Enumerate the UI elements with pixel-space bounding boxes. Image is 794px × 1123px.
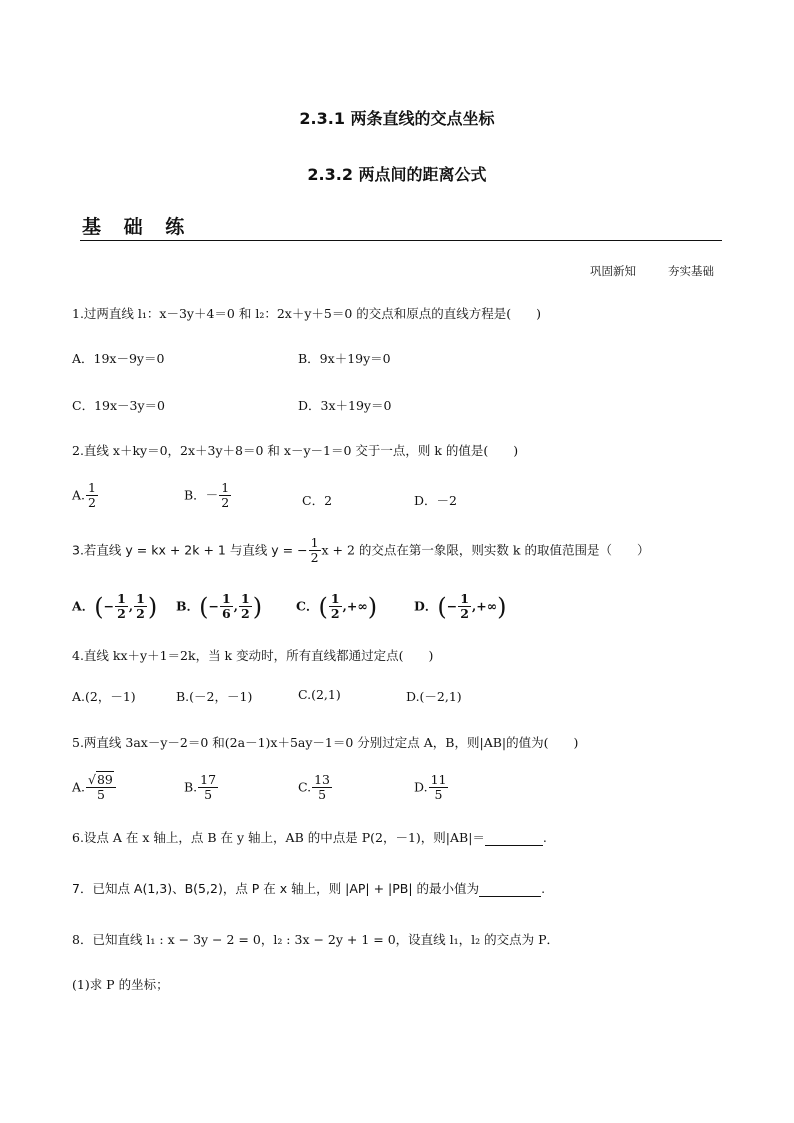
- question-3-option-b-label: B．: [176, 598, 200, 614]
- question-2-option-b: [184, 481, 232, 511]
- question-3-stem-a: 3.若直线 y = kx + 2k + 1 与直线 y = −: [72, 542, 308, 558]
- question-2-option-a: [72, 481, 99, 511]
- question-2-option-d: D．－2: [414, 493, 457, 508]
- question-1-option-b: B．9x＋19y＝0: [298, 351, 391, 366]
- question-3-stem-b: x + 2 的交点在第一象限，则实数 k 的取值范围是（ ）: [321, 542, 650, 558]
- question-5-option-a-label: A.: [72, 779, 86, 795]
- question-4-option-c: C.(2,1): [298, 687, 341, 702]
- question-5-stem: 5.两直线 3ax－y－2＝0 和(2a－1)x＋5ay－1＝0 分别过定点 A，B，则|AB|的值为( ): [72, 735, 579, 750]
- lesson-title-2: 2.3.2 两点间的距离公式: [307, 165, 487, 184]
- question-5-option-b-label: B.: [184, 779, 198, 795]
- question-3-option-d: D．(− $\frac{1}{2}$ ,+∞): [414, 591, 507, 622]
- question-6-text: 6.设点 A 在 x 轴上，点 B 在 y 轴上，AB 的中点是 P(2，－1)，则|AB|＝: [72, 830, 485, 845]
- question-8-part-1: (1)求 P 的坐标；: [72, 977, 169, 992]
- question-5-option-a: A. $\frac{√89}{5}$: [72, 773, 117, 803]
- question-4-option-d: D.(－2,1): [406, 689, 462, 704]
- question-5-option-d-label: D.: [414, 779, 428, 795]
- subtitle-consolidate: 巩固新知: [590, 264, 636, 278]
- question-5-option-b: B. $\frac{17}{5}$: [184, 772, 217, 803]
- question-3-option-b: B．(− $\frac{1}{6}$ , $\frac{1}{2}$ ): [176, 591, 263, 622]
- question-8-stem: 8．已知直线 l₁ : x − 3y − 2 = 0，l₂ : 3x − 2y + 1 = 0，设直线 l₁，l₂ 的交点为 P．: [72, 932, 560, 947]
- subtitle-foundation: 夯实基础: [668, 264, 714, 278]
- question-5-option-c: C. $\frac{13}{5}$: [298, 772, 330, 803]
- question-2-option-a-fraction: $\frac{1}{2}$: [88, 480, 96, 511]
- question-2-option-b-fraction: $\frac{1}{2}$: [221, 480, 230, 511]
- question-7-text: 7．已知点 A(1,3)、B(5,2)，点 P 在 x 轴上，则 |AP| + |PB| 的最小值为: [72, 881, 480, 896]
- question-4-option-a: A.(2，－1): [72, 689, 136, 704]
- question-1-option-a: A．19x－9y＝0: [72, 351, 165, 366]
- question-1-stem: 1.过两直线 l₁：x－3y＋4＝0 和 l₂：2x＋y＋5＝0 的交点和原点的直线方程是( ): [72, 306, 542, 321]
- question-3-option-a: A．(− $\frac{1}{2}$ , $\frac{1}{2}$ ): [72, 591, 158, 622]
- question-7-stem: 7．已知点 A(1,3)、B(5,2)，点 P 在 x 轴上，则 |AP| + |PB| 的最小值为 .: [72, 881, 546, 896]
- question-3-stem-fraction: $\frac{1}{2}$: [310, 535, 319, 566]
- section-title: 基 础 练: [82, 216, 193, 238]
- question-5-option-d: D. $\frac{11}{5}$: [414, 772, 447, 803]
- question-3-option-c-label: C．: [296, 598, 319, 614]
- question-3-option-d-label: D．: [414, 598, 438, 614]
- question-2-stem: 2.直线 x＋ky＝0，2x＋3y＋8＝0 和 x－y－1＝0 交于一点，则 k 的值是( ): [72, 443, 519, 458]
- question-1-option-c: C．19x－3y＝0: [72, 398, 165, 413]
- question-3-stem: [72, 536, 649, 566]
- question-6-answer-blank[interactable]: [485, 830, 543, 846]
- question-5-option-c-label: C.: [298, 779, 312, 795]
- question-2-option-a-label: A.: [72, 487, 86, 503]
- question-2-option-c: C．2: [302, 493, 333, 508]
- question-4-stem: 4.直线 kx＋y＋1＝2k，当 k 变动时，所有直线都通过定点( ): [72, 648, 434, 663]
- question-3-option-c: C．( $\frac{1}{2}$ ,+∞): [296, 591, 378, 622]
- question-1-option-d: D．3x＋19y＝0: [298, 398, 392, 413]
- question-2-option-b-label: B．－: [184, 487, 219, 503]
- lesson-title-1: 2.3.1 两条直线的交点坐标: [299, 109, 495, 128]
- question-4-option-b: B.(－2，－1): [176, 689, 253, 704]
- section-header: [80, 212, 722, 241]
- question-7-answer-blank[interactable]: [479, 881, 541, 897]
- question-3-option-a-label: A．: [72, 598, 95, 614]
- question-6-stem: 6.设点 A 在 x 轴上，点 B 在 y 轴上，AB 的中点是 P(2，－1)，则|AB|＝ .: [72, 830, 547, 845]
